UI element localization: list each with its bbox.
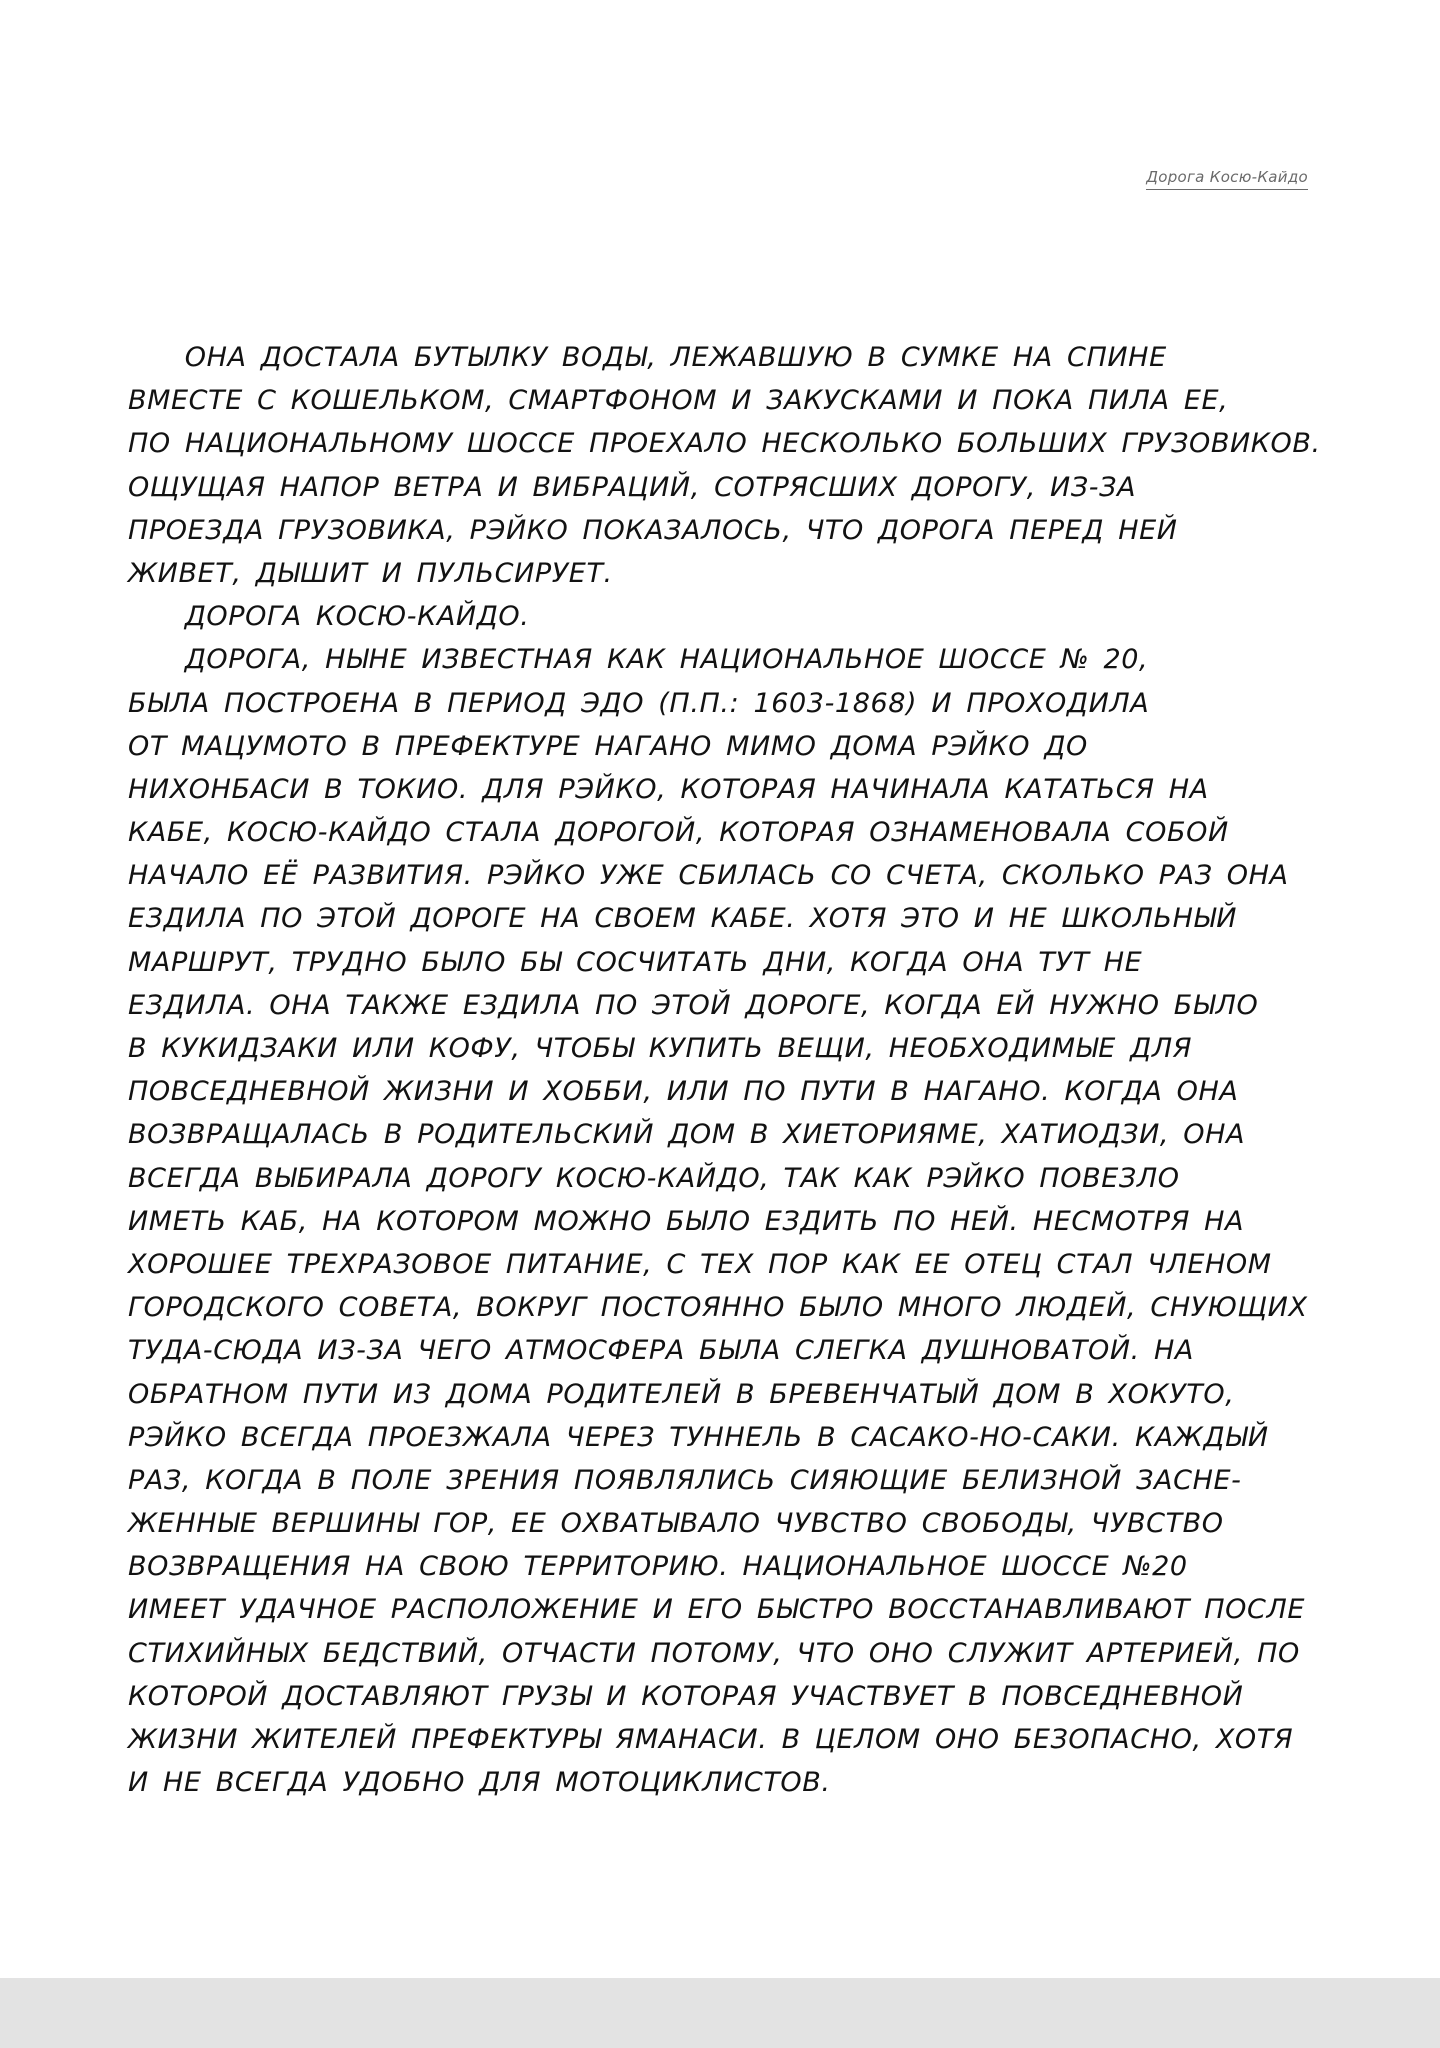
text-line: РЭЙКО ВСЕГДА ПРОЕЗЖАЛА ЧЕРЕЗ ТУННЕЛЬ В САСАКО-НО-САКИ. КАЖДЫЙ xyxy=(128,1421,1269,1453)
text-line: ИМЕТЬ КАБ, НА КОТОРОМ МОЖНО БЫЛО ЕЗДИТЬ ПО НЕЙ. НЕСМОТРЯ НА xyxy=(128,1205,1245,1237)
text-line: ЖИЗНИ ЖИТЕЛЕЙ ПРЕФЕКТУРЫ ЯМАНАСИ. В ЦЕЛОМ ОНО БЕЗОПАСНО, ХОТЯ xyxy=(128,1724,1294,1755)
text-line: НИХОНБАСИ В ТОКИО. ДЛЯ РЭЙКО, КОТОРАЯ НАЧИНАЛА КАТАТЬСЯ НА xyxy=(128,773,1209,805)
text-line: ЕЗДИЛА. ОНА ТАКЖЕ ЕЗДИЛА ПО ЭТОЙ ДОРОГЕ, КОГДА ЕЙ НУЖНО БЫЛО xyxy=(128,989,1259,1021)
text-line: ПРОЕЗДА ГРУЗОВИКА, РЭЙКО ПОКАЗАЛОСЬ, ЧТО ДОРОГА ПЕРЕД НЕЙ xyxy=(128,514,1178,546)
text-line: ВМЕСТЕ С КОШЕЛЬКОМ, СМАРТФОНОМ И ЗАКУСКАМИ И ПОКА ПИЛА ЕЕ, xyxy=(128,385,1229,417)
bottom-margin-bar xyxy=(0,1978,1440,2048)
text-line: ОЩУЩАЯ НАПОР ВЕТРА И ВИБРАЦИЙ, СОТРЯСШИХ ДОРОГУ, ИЗ-ЗА xyxy=(128,471,1137,503)
text-line: ЖЕННЫЕ ВЕРШИНЫ ГОР, ЕЕ ОХВАТЫВАЛО ЧУВСТВО СВОБОДЫ, ЧУВСТВО xyxy=(128,1508,1224,1540)
text-line: КОТОРОЙ ДОСТАВЛЯЮТ ГРУЗЫ И КОТОРАЯ УЧАСТВУЕТ В ПОВСЕДНЕВНОЙ xyxy=(128,1680,1244,1712)
text-line: ИМЕЕТ УДАЧНОЕ РАСПОЛОЖЕНИЕ И ЕГО БЫСТРО ВОССТАНАВЛИВАЮТ ПОСЛЕ xyxy=(128,1594,1306,1626)
text-line: И НЕ ВСЕГДА УДОБНО ДЛЯ МОТОЦИКЛИСТОВ. xyxy=(128,1767,831,1799)
text-line: ОТ МАЦУМОТО В ПРЕФЕКТУРЕ НАГАНО МИМО ДОМА РЭЙКО ДО xyxy=(128,730,1088,762)
running-header-title: Дорога Косю-Кайдо xyxy=(1146,168,1308,190)
text-line: КАБЕ, КОСЮ-КАЙДО СТАЛА ДОРОГОЙ, КОТОРАЯ ОЗНАМЕНОВАЛА СОБОЙ xyxy=(128,817,1229,849)
text-line: НАЧАЛО ЕЁ РАЗВИТИЯ. РЭЙКО УЖЕ СБИЛАСЬ СО СЧЕТА, СКОЛЬКО РАЗ ОНА xyxy=(128,860,1289,892)
text-line: МАРШРУТ, ТРУДНО БЫЛО БЫ СОСЧИТАТЬ ДНИ, КОГДА ОНА ТУТ НЕ xyxy=(128,946,1143,978)
text-line: ЕЗДИЛА ПО ЭТОЙ ДОРОГЕ НА СВОЕМ КАБЕ. ХОТЯ ЭТО И НЕ ШКОЛЬНЫЙ xyxy=(128,903,1238,935)
text-line: СТИХИЙНЫХ БЕДСТВИЙ, ОТЧАСТИ ПОТОМУ, ЧТО ОНО СЛУЖИТ АРТЕРИЕЙ, ПО xyxy=(128,1637,1300,1669)
text-line: ОБРАТНОМ ПУТИ ИЗ ДОМА РОДИТЕЛЕЙ В БРЕВЕНЧАТЫЙ ДОМ В ХОКУТО, xyxy=(128,1378,1235,1410)
text-line: ГОРОДСКОГО СОВЕТА, ВОКРУГ ПОСТОЯННО БЫЛО МНОГО ЛЮДЕЙ, СНУЮЩИХ xyxy=(128,1292,1308,1324)
text-line: ДОРОГА, НЫНЕ ИЗВЕСТНАЯ КАК НАЦИОНАЛЬНОЕ ШОССЕ № 20, xyxy=(128,644,1149,676)
text-line: ВОЗВРАЩАЛАСЬ В РОДИТЕЛЬСКИЙ ДОМ В ХИЕТОРИЯМЕ, ХАТИОДЗИ, ОНА xyxy=(128,1119,1246,1151)
text-line: ПОВСЕДНЕВНОЙ ЖИЗНИ И ХОББИ, ИЛИ ПО ПУТИ В НАГАНО. КОГДА ОНА xyxy=(128,1076,1239,1108)
body-text xyxy=(128,336,1328,1804)
text-line: РАЗ, КОГДА В ПОЛЕ ЗРЕНИЯ ПОЯВЛЯЛИСЬ СИЯЮЩИЕ БЕЛИЗНОЙ ЗАСНЕ- xyxy=(128,1464,1242,1496)
text-line: ПО НАЦИОНАЛЬНОМУ ШОССЕ ПРОЕХАЛО НЕСКОЛЬКО БОЛЬШИХ ГРУЗОВИКОВ. xyxy=(128,428,1321,460)
text-line: ОНА ДОСТАЛА БУТЫЛКУ ВОДЫ, ЛЕЖАВШУЮ В СУМКЕ НА СПИНЕ xyxy=(128,342,1167,373)
text-line: ТУДА-СЮДА ИЗ-ЗА ЧЕГО АТМОСФЕРА БЫЛА СЛЕГКА ДУШНОВАТОЙ. НА xyxy=(128,1335,1194,1367)
text-line: ВОЗВРАЩЕНИЯ НА СВОЮ ТЕРРИТОРИЮ. НАЦИОНАЛЬНОЕ ШОССЕ №20 xyxy=(128,1551,1188,1583)
text-line: В КУКИДЗАКИ ИЛИ КОФУ, ЧТОБЫ КУПИТЬ ВЕЩИ, НЕОБХОДИМЫЕ ДЛЯ xyxy=(128,1033,1193,1064)
text-line: ДОРОГА КОСЮ-КАЙДО. xyxy=(128,601,530,633)
text-line: БЫЛА ПОСТРОЕНА В ПЕРИОД ЭДО (П.П.: 1603-1868) И ПРОХОДИЛА xyxy=(128,687,1150,719)
text-line: ЖИВЕТ, ДЫШИТ И ПУЛЬСИРУЕТ. xyxy=(128,557,613,589)
text-line: ВСЕГДА ВЫБИРАЛА ДОРОГУ КОСЮ-КАЙДО, ТАК КАК РЭЙКО ПОВЕЗЛО xyxy=(128,1162,1180,1194)
text-line: ХОРОШЕЕ ТРЕХРАЗОВОЕ ПИТАНИЕ, С ТЕХ ПОР КАК ЕЕ ОТЕЦ СТАЛ ЧЛЕНОМ xyxy=(128,1248,1272,1280)
